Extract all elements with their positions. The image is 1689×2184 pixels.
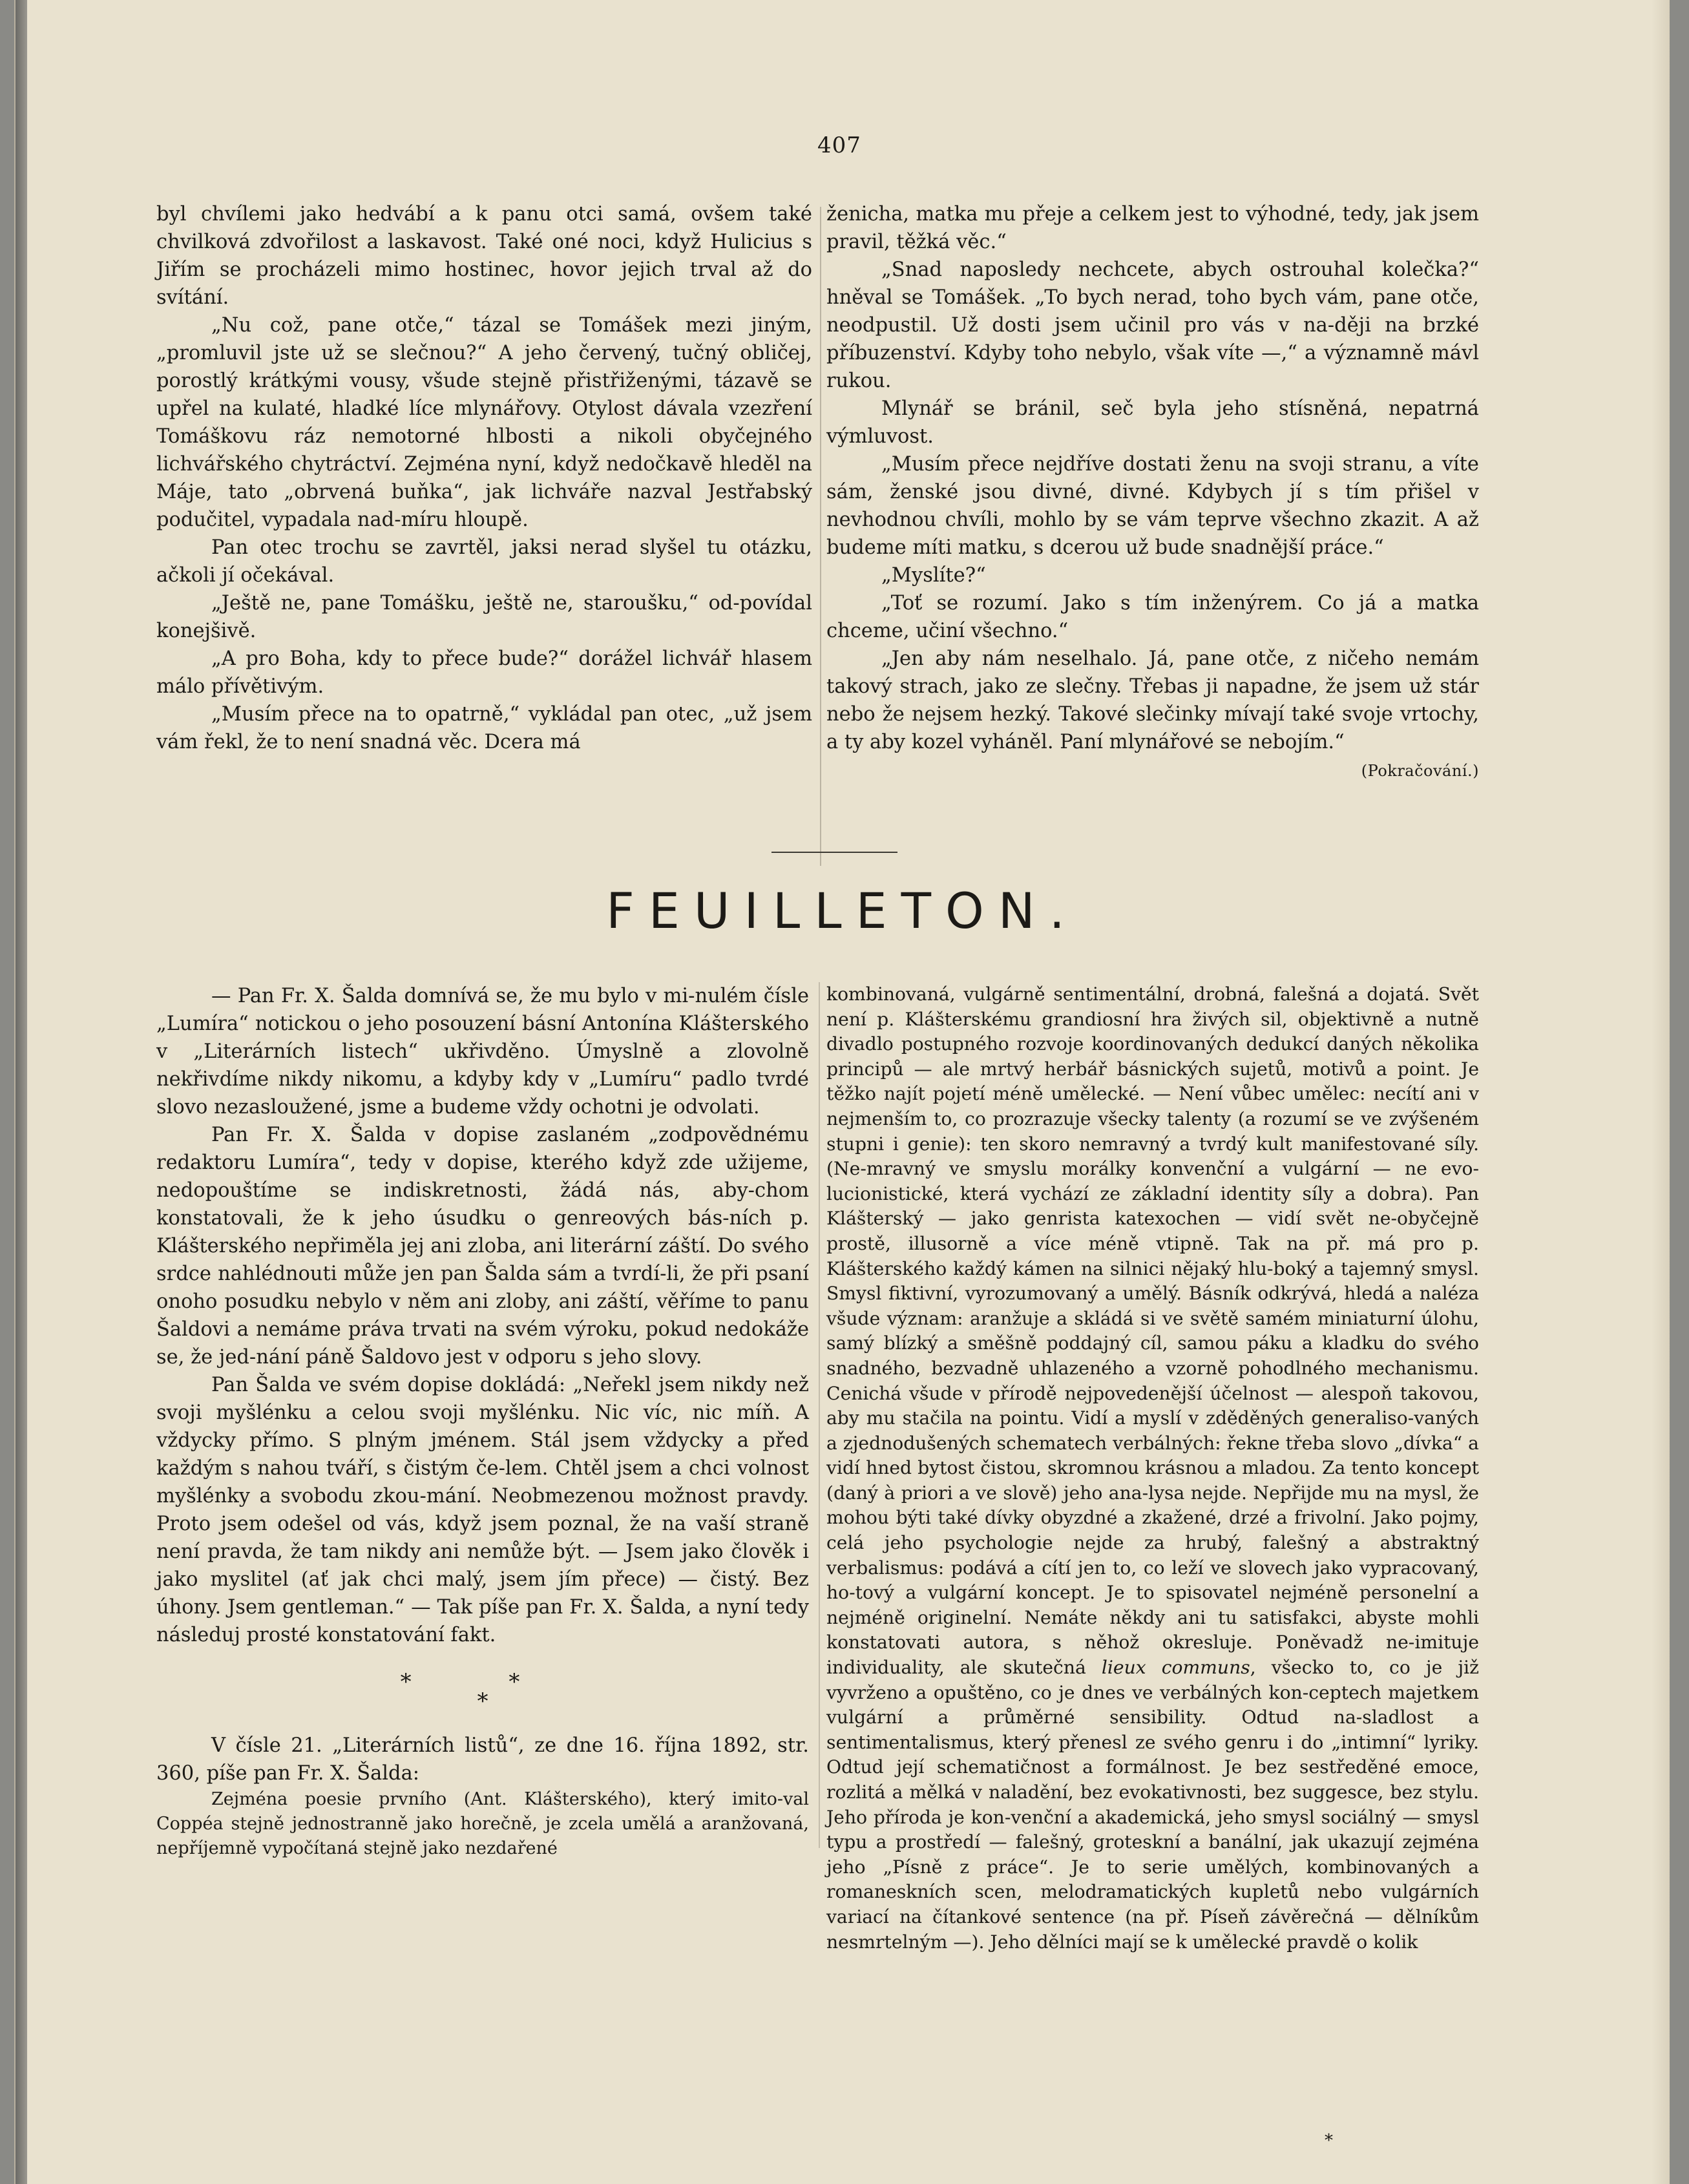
story-paragraph: „Musím přece na to opatrně,“ vykládal pan otec, „už jsem vám řekl, že to není snadná věc. Dcera má [156, 703, 812, 753]
section-title: FEUILLETON. [606, 882, 1079, 940]
story-paragraph: „Myslíte?“ [881, 564, 986, 587]
story-paragraph-text: „Jen aby nám neselhalo. Já, pane otče, z ničeho nemám takový strach, jako ze slečny. Třebas ji napadne, že jsem už stár nebo že nejsem hezký. Takové slečinky mívají také svoje vrtochy, a ty aby kozel vyháněl. Paní mlynářové se nebojím.“ [826, 647, 1479, 753]
story-paragraph: Pan otec trochu se zavrtěl, jaksi nerad slyšel tu otázku, ačkoli jí očekával. [156, 536, 812, 587]
quote-start: Zejména poesie prvního (Ant. Klášterského), který imito-val Coppéa stejně jednostranně jako horečně, je zcela umělá a aranžovaná, nepříjemně vypočítaná stejně jako nezdařené [156, 1789, 809, 1858]
page-number: 407 [817, 132, 861, 158]
quote-text-part1: kombinovaná, vulgárně sentimentální, drobná, falešná a dojatá. Svět není p. Klášterskému grandiosní hra živých sil, objektivně a nutně divadlo postupného rozvoje koordinovaných dedukcí daných několika principů — ale mrtvý herbář básnických sujetů, motivů a point. Je těžko najít pojetí méně umělecké. — Není vůbec umělec: necítí ani v nejmenším to, co prozrazuje všecky talenty (a rozumí se ve zvýšeném stupni i genie): ten skoro nemravný a tvrdý kult manifestované síly. (Ne-mravný ve smyslu morálky konvenční a vulgární — ne evo-lucionistické, která vychází ze základní identity síly a dobra). Pan Klášterský — jako genrista katexochen — vidí svět ne-obyčejně prostě, illusorně a více méně vtipně. Tak na př. má pro p. Klášterského každý kámen na silnici nějaký hlu-boký a tajemný smysl. Smysl fiktivní, vyrozumovaný a umělý. Básník odkrývá, hledá a naléza všude význam: aranžuje a skládá si ve světě samém miniaturní úlohu, samý blízký a směšně poddajný cíl, samou páku a kladku do svého snadného, bezvadně uhlazeného a vzorně pohodlného mechanismu. Cenichá všude v přírodě nejpovedenější účelnost — alespoň takovou, aby mu stačila na pointu. Vidí a myslí v zděděných generaliso-vaných a zjednodušených schematech verbálných: řekne třeba slovo [826, 983, 1479, 1454]
story-right-column [826, 200, 1479, 785]
story-paragraph: „Nu což, pane otče,“ tázal se Tomášek mezi jiným, „promluvil jste už se slečnou?“ A jeho červený, tučný obličej, porostlý krátkými vousy, všude stejně přistřiženými, tázavě se upřel na kulaté, hladké líce mlynářovy. Otylost dávala vzezření Tomáškovu ráz nemotorné hlbosti a nikoli obyčejného lichvářského chytráctví. Zejména nyní, když nedočkavě hleděl na Máje, tato „obrvená buňka“, jak lichváře nazval Jestřabský podučitel, vypadala nad-míru hloupě. [156, 314, 812, 531]
newspaper-page [14, 0, 1670, 2184]
binding-spine [16, 0, 27, 2184]
feuilleton-paragraph: Pan Fr. X. Šalda v dopise zaslaném „zodpovědnému redaktoru Lumíra“, tedy v dopise, kterého když zde užijeme, nedopouštíme se indiskretnosti, žádá nás, aby-chom konstatovali, že k jeho úsudku o genreových bás-ních p. Klášterského nepřiměla jej ani zloba, ani literární záští. Do svého srdce nahlédnouti může jen pan Šalda sám a tvrdí-li, že při psaní onoho posudku nebylo v něm ani zloby, ani záští, věříme to panu Šaldovi a nemáme práva trvati na svém výroku, pokud nedokáže se, že jed-nání páně Šaldovo jest v odporu s jeho slovy. [156, 1124, 809, 1369]
citation: V čísle 21. „Literárních listů“, ze dne 16. října 1892, str. 360, píše pan Fr. X. Šalda: [156, 1734, 809, 1785]
column-divider-bottom [819, 982, 820, 1848]
page-end-mark: * [1325, 2131, 1333, 2150]
quote-continuation [826, 982, 1479, 1955]
feuilleton-right-column [826, 982, 1479, 1955]
story-paragraph: byl chvílemi jako hedvábí a k panu otci samá, ovšem také chvilková zdvořilost a laskavost. Také oné noci, když Hulicius s Jiřím se procházeli mimo hostinec, hovor jejich trval až do svítání. [156, 203, 812, 309]
story-paragraph: Mlynář se bránil, seč byla jeho stísněná, nepatrná výmluvost. [826, 397, 1479, 448]
story-paragraph: „Ještě ne, pane Tomášku, ještě ne, staroušku,“ od-povídal konejšivě. [156, 592, 812, 642]
story-paragraph: „A pro Boha, kdy to přece bude?“ dorážel lichvář hlasem málo přívětivým. [156, 647, 812, 698]
feuilleton-paragraph: Pan Šalda ve svém dopise dokládá: „Neřekl jsem nikdy než svoji myšlénku a celou svoji myšlénku. Nic víc, nic míň. A vždycky přímo. S plným jménem. Stál jsem vždycky a před každým s nahou tváří, s čistým če-lem. Chtěl jsem a chci volnost myšlénky a svobodu zkou-mání. Neobmezenou možnost pravdy. Proto jsem odešel od vás, když jsem poznal, že na vaší straně není pravda, že tam nikdy ani nemůže být. — Jsem jako člověk i jako myslitel (ať jak chci malý, jsem jím přece) — čistý. Bez úhony. Jsem gentleman.“ — Tak píše pan Fr. X. Šalda, a nyní tedy následuj prosté konstatování fakt. [156, 1374, 809, 1646]
feuilleton-left-column [156, 982, 809, 1861]
page-edge-shadow [1652, 0, 1670, 2184]
section-separator [771, 852, 897, 853]
story-left-column [156, 200, 812, 756]
quote-text-part2: „dívka“ a vidí hned bytost čistou, skromnou krásnou a mladou. Za tento koncept (daný à priori a ve slově) jeho ana-lysa nejde. Nepřijde mu na mysl, že mohou býti také dívky obyzdné a zkažené, drzé a frivolní. Jako pojmy, celá jeho psychologie nejde za hrubý, falešný a abstraktný verbalismus: podává a cítí jen to, co leží ve slovech jako vypracovaný, ho-tový a vulgární koncept. Je to spisovatel nejméně personelní a nejméně originelní. Nemáte někdy ani tu satisfakci, abyste mohli konstatovati autora, s něhož okresluje. Poněvadž ne-imituje individuality, ale skutečná [826, 1432, 1479, 1679]
story-paragraph: „Musím přece nejdříve dostati ženu na svoji stranu, a víte sám, ženské jsou divné, divné. Kdybych jí s tím přišel v nevhodnou chvíli, mohlo by se vám teprve všechno zkazit. A až budeme míti matku, s dcerou už bude snadnější práce.“ [826, 453, 1479, 559]
asterism-top: * * [400, 1669, 565, 1695]
story-paragraph: „Snad naposledy nechcete, abych ostrouhal kolečka?“ hněval se Tomášek. „To bych nerad, toho bych vám, pane otče, neodpustil. Už dosti jsem učinil pro vás v na-ději na brzké příbuzenství. Kdyby toho nebylo, však víte —,“ a významně mávl rukou. [826, 258, 1479, 392]
quote-text-part3: , všecko to, co je již vyvrženo a opuštěno, co je dnes ve verbálných kon-ceptech majetkem vulgární a průměrné sensibility. Odtud na-sladlost a sentimentalismus, který přenesl ze svého genru i do „intimní“ lyriky. Odtud její schematičnost a formálnost. Je bez sestředěné emoce, rozlitá a mělká v naladění, bez evokativnosti, bez suggesce, bez stylu. Jeho příroda je kon-venční a akademická, jeho smysl sociálný — smysl typu a prostředí — falešný, groteskní a banální, jak ukazují zejména jeho „Písně z práce“. Je to serie umělých, kombinovaných a romaneskních scen, melodramatických kupletů nebo vulgárních variací na čítankové sentence (na př. Píseň závěrečná — dělníkům nesmrtelným —). Jeho dělníci mají se k umělecké pravdě o kolik [826, 1657, 1479, 1953]
story-paragraph: „Toť se rozumí. Jako s tím inženýrem. Co já a matka chceme, učiní všechno.“ [826, 592, 1479, 642]
story-paragraph [826, 645, 1479, 780]
column-divider-top [820, 207, 821, 866]
asterism-bottom: * [477, 1688, 488, 1714]
continued-label: (Pokračování.) [1361, 762, 1479, 780]
story-paragraph: ženicha, matka mu přeje a celkem jest to výhodné, tedy, jak jsem pravil, těžká věc.“ [826, 203, 1479, 253]
quote-italic-phrase: lieux communs [1101, 1657, 1250, 1679]
asterism [156, 1669, 809, 1714]
feuilleton-paragraph: — Pan Fr. X. Šalda domnívá se, že mu bylo v mi-nulém čísle „Lumíra“ notickou o jeho posouzení básní Antonína Klášterského v „Literárních listech“ ukřivděno. Úmyslně a zlovolně nekřivdíme nikdy nikomu, a kdyby kdy v „Lumíru“ padlo tvrdé slovo nezasloužené, jsme a budeme vždy ochotni je odvolati. [156, 985, 809, 1118]
